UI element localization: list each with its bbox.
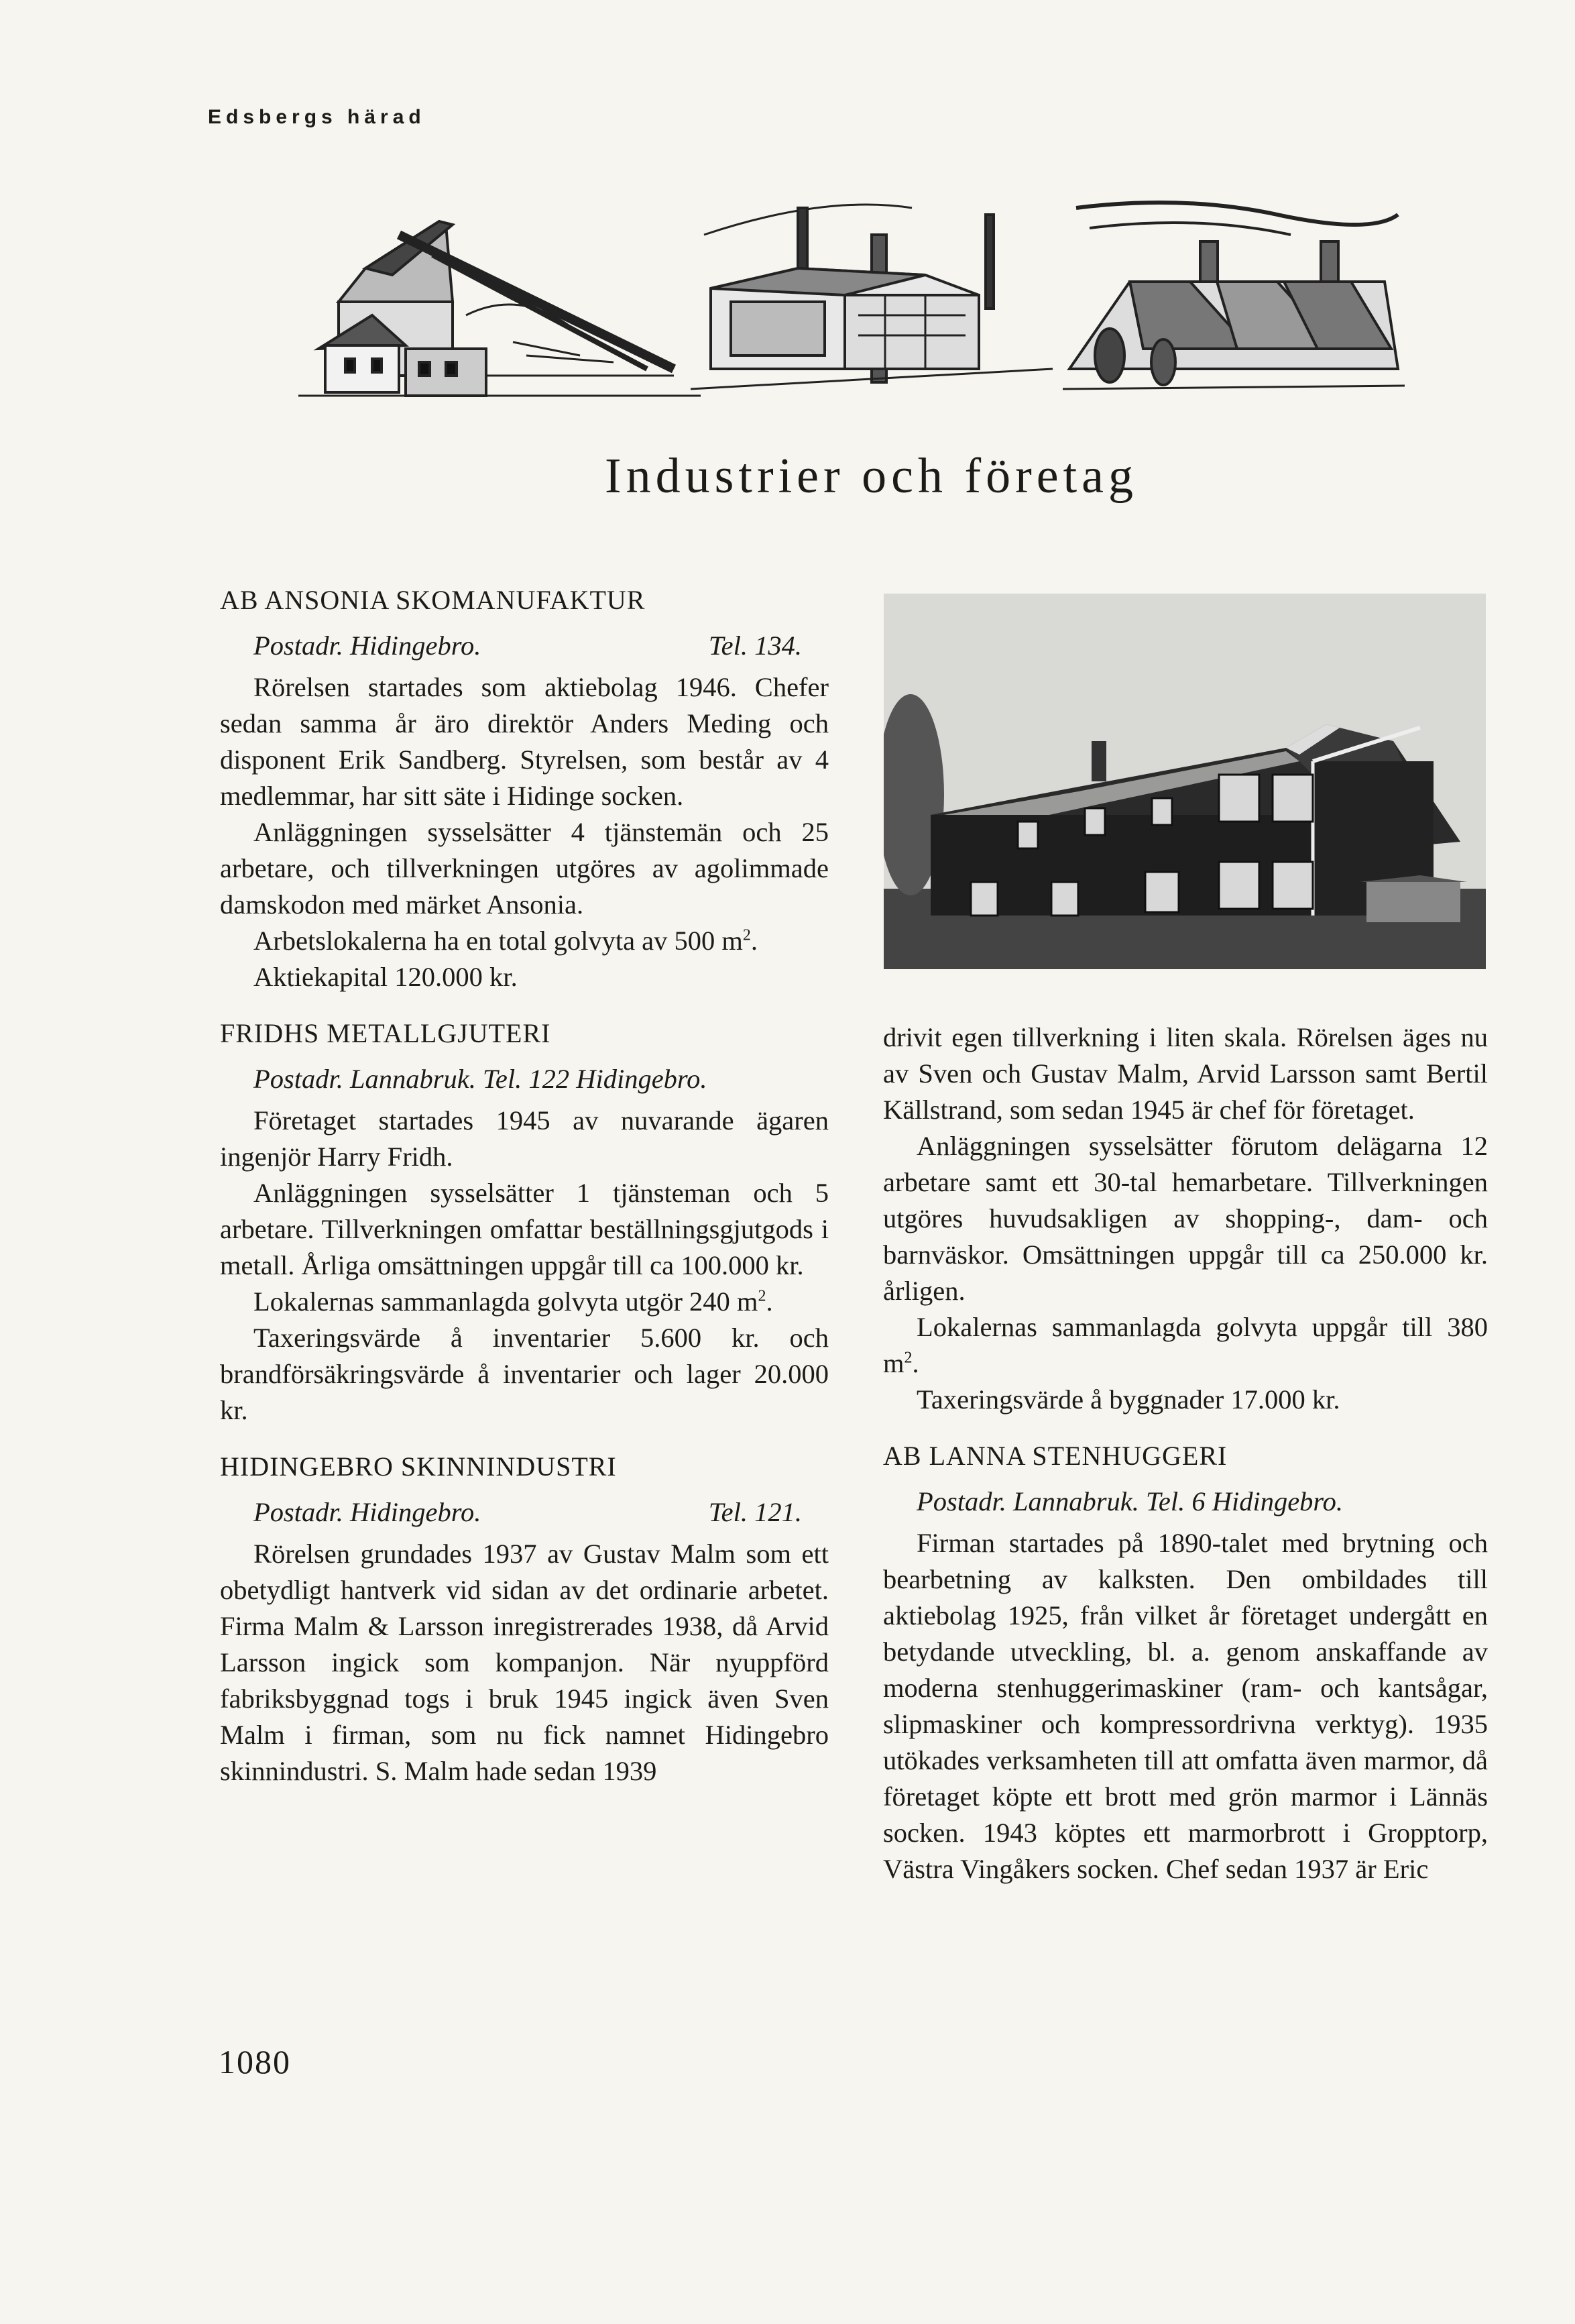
entry-heading: FRIDHS METALLGJUTERI — [220, 1018, 551, 1048]
entry-heading: AB ANSONIA SKOMANUFAKTUR — [220, 585, 646, 615]
entry-heading: HIDINGEBRO SKINNINDUSTRI — [220, 1451, 617, 1482]
entry-fridh — [220, 1015, 829, 1429]
entry-ansonia — [220, 582, 829, 995]
paragraph: Anläggningen sysselsätter 1 tjänsteman och 5 arbetare. Tillverkningen omfattar beställningsgjutgods i metall. Årliga omsättningen uppgår till ca 100.000 kr. — [220, 1178, 829, 1280]
postal-address: Postadr. Hidingebro. — [253, 1497, 481, 1527]
paragraph: Taxeringsvärde å byggnader 17.000 kr. — [917, 1384, 1340, 1415]
right-column — [883, 1019, 1488, 1907]
postal-address: Postadr. Hidingebro. — [253, 630, 481, 661]
telephone: Tel. 121. — [708, 1497, 802, 1527]
entry-postal-line — [253, 628, 829, 664]
postal-address: Postadr. Lannabruk. Tel. 6 Hidingebro. — [917, 1486, 1344, 1516]
entry-postal-line — [917, 1484, 1488, 1520]
page-number: 1080 — [219, 2043, 291, 2081]
paragraph: Lokalernas sammanlagda golvyta utgör 240 $m^2$. — [253, 1286, 773, 1317]
paragraph: Anläggningen sysselsätter 4 tjänstemän och 25 arbetare, och tillverkningen utgöres av agolimmade damskodon med märket Ansonia. — [220, 817, 829, 920]
factory-illustration — [691, 195, 1066, 409]
paragraph: Rörelsen startades som aktiebolag 1946. Chefer sedan samma år äro direktör Anders Meding och disponent Erik Sandberg. Styrelsen, som består av 4 medlemmar, har sitt säte i Hidinge socken. — [220, 672, 829, 811]
entry-skinnindustri-continued — [883, 1019, 1488, 1418]
building-photo — [884, 594, 1486, 969]
paragraph: Arbetslokalerna ha en total golvyta av 500 $m^2$. — [253, 926, 758, 956]
paragraph: Firman startades på 1890-talet med brytning och bearbetning av kalksten. Den ombildades till aktiebolag 1925, från vilket år företaget undergått en betydande utveckling, bl. a. genom anskaffande av moderna stenhuggerimaskiner (ram- och kantsågar, slipmaskiner och kompressordrivna verktyg). 1935 utökades verksamheten till att omfatta även marmor, då företaget köpte ett brott med grön marmor i Lännäs socken. 1943 köptes ett marmorbrott i Gropptorp, Västra Vingåkers socken. Chef sedan 1937 är Eric — [883, 1528, 1488, 1884]
entry-skinnindustri — [220, 1449, 829, 1789]
postal-address: Postadr. Lannabruk. Tel. 122 Hidingebro. — [253, 1064, 707, 1094]
paragraph: Företaget startades 1945 av nuvarande ägaren ingenjör Harry Fridh. — [220, 1105, 829, 1172]
paragraph: drivit egen tillverkning i liten skala. Rörelsen äges nu av Sven och Gustav Malm, Arvid Larsson samt Bertil Källstrand, som sedan 1945 är chef för företaget. — [883, 1022, 1488, 1125]
paragraph: Anläggningen sysselsätter förutom delägarna 12 arbetare samt ett 30-tal hemarbetare. Tillverkningen utgöres huvudsakligen av shopping-, dam- och barnväskor. Omsättningen uppgår till ca 250.000 kr. årligen. — [883, 1131, 1488, 1306]
section-title: Industrier och företag — [604, 449, 1139, 504]
left-column — [220, 582, 829, 1810]
mine-buildings-illustration — [298, 195, 714, 409]
running-head: Edsbergs härad — [208, 106, 426, 128]
paragraph: Aktiekapital 120.000 kr. — [253, 962, 518, 992]
entry-postal-line — [253, 1061, 829, 1097]
kiln-sheds-illustration — [1063, 195, 1411, 409]
paragraph: Lokalernas sammanlagda golvyta uppgår till 380 $m^2$. — [883, 1312, 1488, 1378]
entry-lanna-stenhuggeri — [883, 1438, 1488, 1887]
paragraph: Rörelsen grundades 1937 av Gustav Malm som ett obetydligt hantverk vid sidan av det ordinarie arbetet. Firma Malm & Larsson inregistrerades 1938, då Arvid Larsson ingick som kompanjon. När nyuppförd fabriksbyggnad togs i bruk 1945 ingick även Sven Malm i firman, som nu fick namnet Hidingebro skinnindustri. S. Malm hade sedan 1939 — [220, 1539, 829, 1786]
telephone: Tel. 134. — [708, 630, 802, 661]
entry-postal-line — [253, 1494, 829, 1531]
paragraph: Taxeringsvärde å inventarier 5.600 kr. och brandförsäkringsvärde å inventarier och lager 20.000 kr. — [220, 1323, 829, 1425]
entry-heading: AB LANNA STENHUGGERI — [883, 1441, 1228, 1471]
